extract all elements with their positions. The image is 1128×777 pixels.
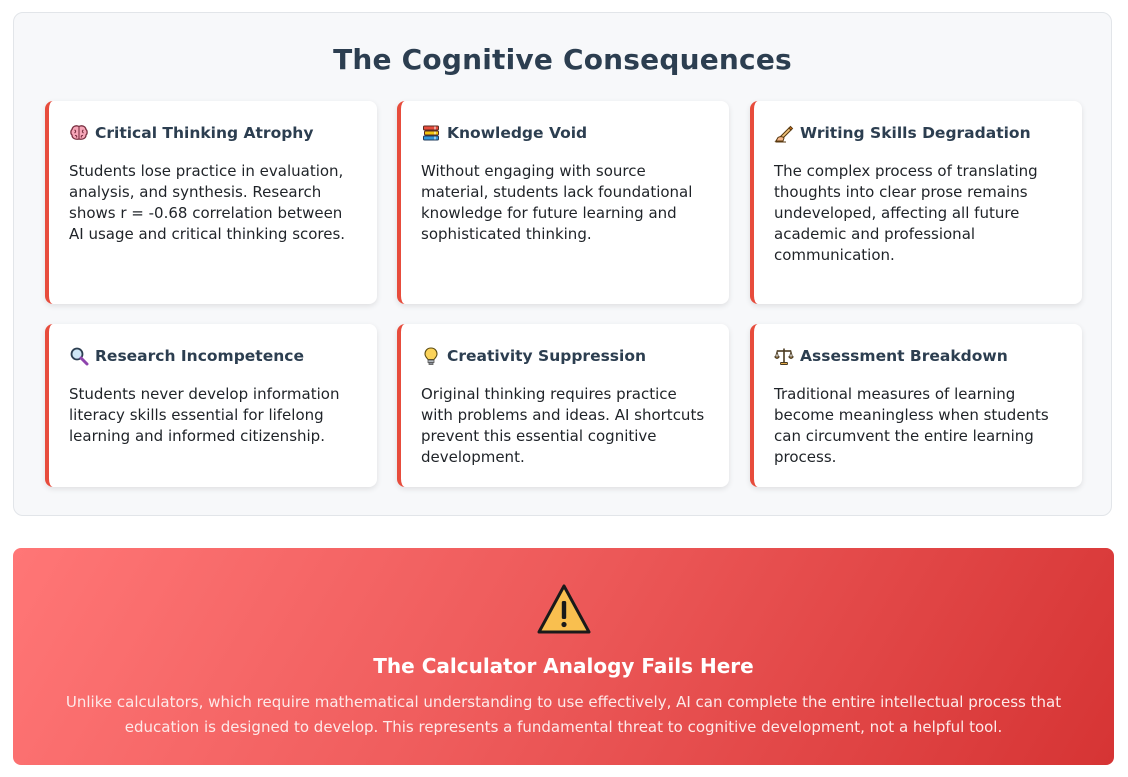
card-research-incompetence [45, 324, 377, 487]
card-body: Traditional measures of learning become meaningless when students can circumvent the entire learning process. [774, 385, 1049, 466]
card-title: Writing Skills Degradation [800, 124, 1031, 142]
magnifying-glass-icon [69, 346, 91, 366]
card-title: Research Incompetence [95, 347, 304, 365]
card-body: Original thinking requires practice with problems and ideas. AI shortcuts prevent this essential cognitive development. [421, 385, 705, 466]
books-icon [421, 123, 443, 143]
card-critical-thinking [45, 101, 377, 304]
writing-hand-icon [774, 123, 796, 143]
card-creativity-suppression [397, 324, 729, 487]
card-body: Students lose practice in evaluation, analysis, and synthesis. Research shows r = -0.68 correlation between AI usage and critical thinking scores. [69, 162, 346, 243]
alert-text: Unlike calculators, which require mathematical understanding to use effectively, AI can complete the entire intellectual process that education is designed to develop. This represents a fundamental threat to cognitive development, not a helpful tool. [65, 693, 1062, 736]
card-title: Creativity Suppression [447, 347, 647, 365]
card-knowledge-void [397, 101, 729, 304]
light-bulb-icon [421, 346, 443, 366]
card-body: Without engaging with source material, students lack foundational knowledge for future learning and sophisticated thinking. [421, 162, 693, 243]
cognitive-consequences-section [13, 12, 1112, 516]
warning-icon [536, 582, 592, 636]
calculator-analogy-alert [13, 548, 1114, 765]
card-body: The complex process of translating thoughts into clear prose remains undeveloped, affecting all future academic and professional communication. [774, 162, 1038, 264]
card-title: Critical Thinking Atrophy [95, 124, 314, 142]
card-body: Students never develop information literacy skills essential for lifelong learning and informed citizenship. [69, 385, 340, 445]
card-assessment-breakdown [750, 324, 1082, 487]
card-writing-skills [750, 101, 1082, 304]
card-title: Assessment Breakdown [800, 347, 1008, 365]
card-title: Knowledge Void [447, 124, 588, 142]
alert-title: The Calculator Analogy Fails Here [373, 654, 754, 678]
balance-scale-icon [774, 346, 796, 366]
section-title: The Cognitive Consequences [333, 43, 792, 76]
brain-icon [69, 123, 91, 143]
